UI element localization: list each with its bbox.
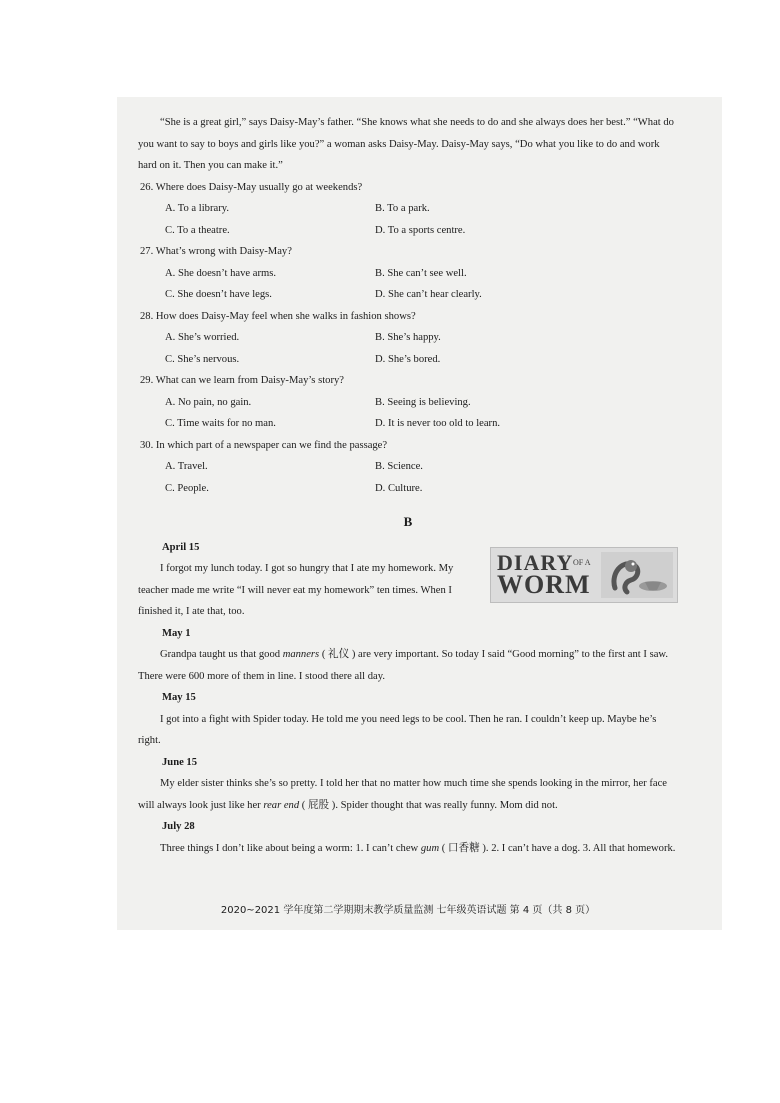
question-30: [138, 435, 678, 500]
entry-text-part: Three things I don’t like about being a worm: 1. I can’t chew: [160, 842, 421, 854]
option-b: B. She’s happy.: [375, 332, 441, 343]
option-b: B. To a park.: [375, 203, 430, 214]
option-c: C. She doesn’t have legs.: [165, 289, 272, 300]
question-stem: 28. How does Daisy-May feel when she walks in fashion shows?: [140, 310, 416, 322]
diary-entry-june-15: [138, 752, 678, 817]
entry-date: April 15: [162, 541, 200, 553]
question-stem: 30. In which part of a newspaper can we find the passage?: [140, 439, 388, 451]
option-b: B. Seeing is believing.: [375, 396, 471, 408]
option-b: B. Science.: [375, 461, 423, 472]
entry-text-part: My elder sister thinks she’s so pretty. I told her that no matter how much time she spends looking in the mirror, her face will always look just like her: [138, 778, 667, 811]
passage-paragraph: “She is a great girl,” says Daisy-May’s father. “She knows what she needs to do and she always does her best.” “What do you want to say to boys and girls like you?” a woman asks Daisy-May. Daisy-May says, “Do what you like to do and work hard on it. Then you can make it.”: [138, 117, 674, 171]
page-footer: 2020~2021 学年度第二学期期末教学质量监测 七年级英语试题 第 4 页（共 8 页）: [220, 905, 596, 916]
entry-text-part: Grandpa taught us that good: [160, 649, 283, 660]
entry-date: May 1: [162, 627, 191, 639]
vocab-term: manners: [282, 649, 320, 660]
book-title-logo: DIARY WORM: [497, 549, 591, 599]
question-26: [138, 177, 678, 242]
book-title-of: OF A: [573, 557, 591, 567]
option-d: D. To a sports centre.: [375, 224, 466, 236]
option-c: C. To a theatre.: [165, 224, 230, 236]
option-d: D. She can’t hear clearly.: [375, 289, 482, 300]
option-d: D. She’s bored.: [375, 353, 441, 365]
entry-date: June 15: [162, 756, 198, 768]
option-c: C. People.: [165, 482, 209, 494]
diary-entry-july-28: [138, 816, 678, 859]
vocab-term: gum: [420, 842, 440, 854]
section-heading: B: [403, 514, 413, 529]
diary-of-a-worm-image: [490, 547, 678, 603]
option-a: A. She’s worried.: [165, 332, 240, 343]
diary-entry-may-1: [138, 623, 678, 688]
diary-entry-april-15: [138, 537, 678, 623]
question-27: [138, 241, 678, 306]
option-b: B. She can’t see well.: [375, 267, 467, 279]
entry-text: I forgot my lunch today. I got so hungry that I ate my homework. My teacher made me write “I will never eat my homework” ten times. When I finished it, I ate that, too.: [138, 563, 454, 617]
exam-sheet: [138, 112, 678, 916]
option-a: A. To a library.: [165, 203, 229, 214]
entry-text-part: ( 屁股 ). Spider thought that was really funny. Mom did not.: [299, 799, 558, 811]
diary-entry-may-15: [138, 687, 678, 752]
vocab-term: rear end: [263, 799, 300, 811]
entry-text: [138, 773, 678, 816]
option-a: A. She doesn’t have arms.: [165, 267, 277, 279]
question-29: [138, 370, 678, 435]
option-d: D. Culture.: [375, 482, 423, 494]
option-a: A. No pain, no gain.: [165, 396, 252, 408]
question-stem: 27. What’s wrong with Daisy-May?: [140, 246, 292, 257]
worm-illustration-icon: [601, 552, 673, 598]
question-28: [138, 306, 678, 371]
entry-text: [138, 644, 678, 687]
question-stem: 29. What can we learn from Daisy-May’s story?: [140, 375, 344, 386]
option-c: C. She’s nervous.: [165, 353, 240, 365]
option-a: A. Travel.: [165, 461, 208, 472]
question-stem: 26. Where does Daisy-May usually go at weekends?: [140, 181, 363, 193]
entry-date: July 28: [162, 821, 195, 832]
option-d: D. It is never too old to learn.: [375, 418, 501, 429]
entry-text: I got into a fight with Spider today. He told me you need legs to be cool. Then he ran. I couldn’t keep up. Maybe he’s right.: [138, 713, 657, 746]
entry-text-part: ( 口香糖 ). 2. I can’t have a dog. 3. All that homework.: [439, 842, 676, 854]
entry-text-part: ( 礼仪 ) are very important. So today I said “Good morning” to the first ant I saw. There were 600 more of them in line. I stood there all day.: [138, 649, 669, 682]
entry-text: [138, 838, 678, 860]
entry-date: May 15: [162, 692, 196, 703]
option-c: C. Time waits for no man.: [165, 418, 276, 429]
